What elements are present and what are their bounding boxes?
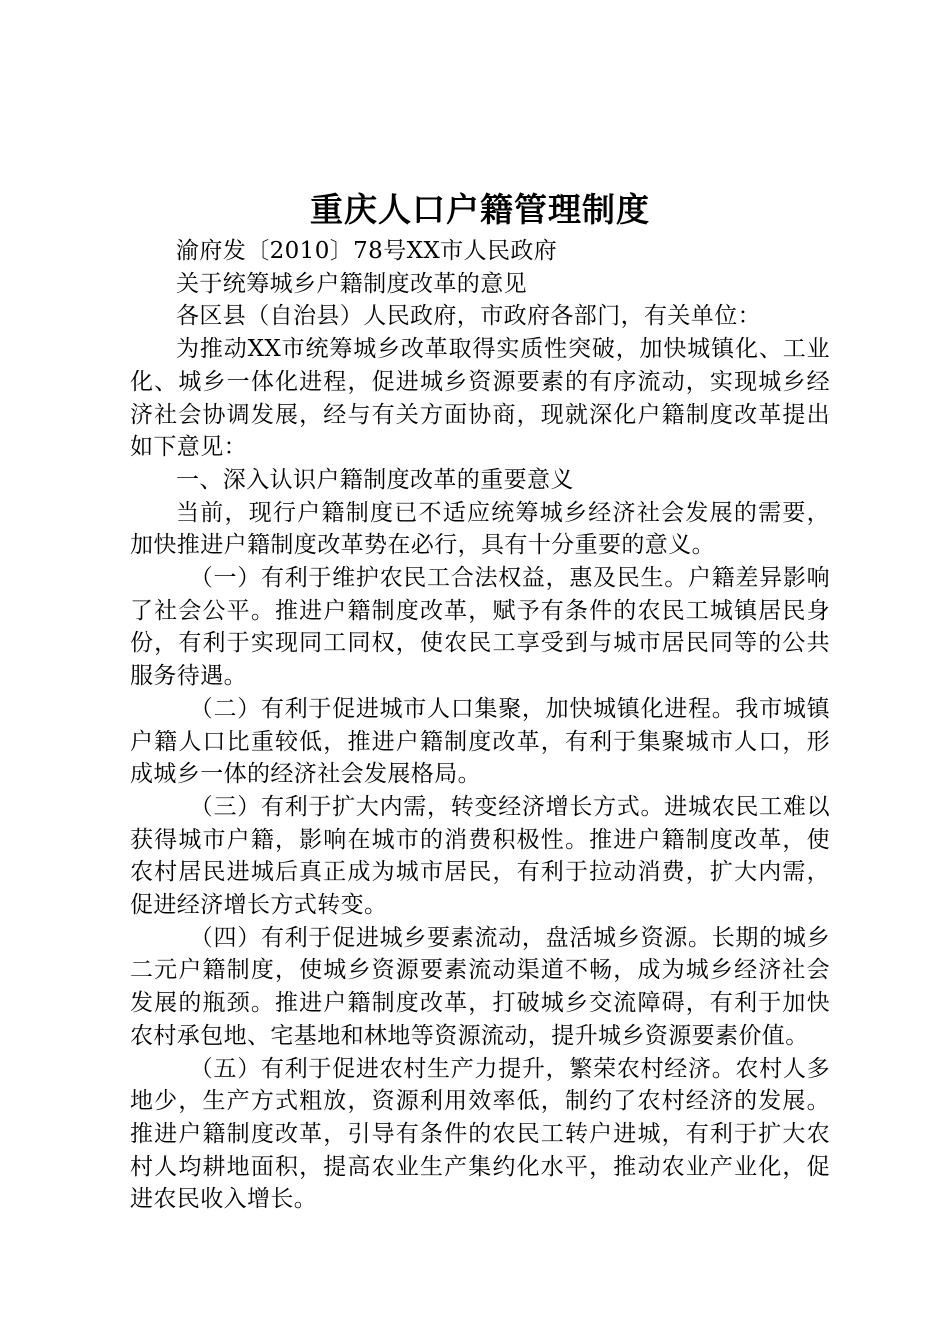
document-number: 渝府发〔2010〕78号XX市人民政府 xyxy=(176,238,558,264)
list-item: （五）有利于促进农村生产力提升，繁荣农村经济。农村人多地少，生产方式粗放，资源利用效率低，制约了农村经济的发展。推进户籍制度改革，引导有条件的农民工转户进城，有利于扩大农村人均耕地面积，提高农业生产集约化水平，推动农业产业化，促进农民收入增长。 xyxy=(130,1055,830,1213)
document-page xyxy=(130,185,830,1216)
body-paragraph: 为推动XX市统筹城乡改革取得实质性突破，加快城镇化、工业化、城乡一体化进程，促进城乡资源要素的有序流动，实现城乡经济社会协调发展，经与有关方面协商，现就深化户籍制度改革提出如下意见： xyxy=(130,336,830,461)
list-item: （四）有利于促进城乡要素流动，盘活城乡资源。长期的城乡二元户籍制度，使城乡资源要素流动渠道不畅，成为城乡经济社会发展的瓶颈。推进户籍制度改革，打破城乡交流障碍，有利于加快农村承包地、宅基地和林地等资源流动，提升城乡资源要素价值。 xyxy=(130,924,830,1049)
document-title: 重庆人口户籍管理制度 xyxy=(310,190,650,229)
body-paragraph: 当前，现行户籍制度已不适应统筹城乡经济社会发展的需要，加快推进户籍制度改革势在必行，具有十分重要的意义。 xyxy=(130,499,830,559)
list-item: （二）有利于促进城市人口集聚，加快城镇化进程。我市城镇户籍人口比重较低，推进户籍制度改革，有利于集聚城市人口，形成城乡一体的经济社会发展格局。 xyxy=(130,695,830,788)
list-item: （三）有利于扩大内需，转变经济增长方式。进城农民工难以获得城市户籍，影响在城市的消费积极性。推进户籍制度改革，使农村居民进城后真正成为城市居民，有利于拉动消费，扩大内需，促进经济增长方式转变。 xyxy=(130,793,830,919)
salutation: 各区县（自治县）人民政府，市政府各部门，有关单位： xyxy=(176,303,761,330)
section-heading: 一、深入认识户籍制度改革的重要意义 xyxy=(176,466,574,493)
document-body xyxy=(130,235,830,1216)
document-subject: 关于统筹城乡户籍制度改革的意见 xyxy=(176,270,527,297)
list-item: （一）有利于维护农民工合法权益，惠及民生。户籍差异影响了社会公平。推进户籍制度改革，赋予有条件的农民工城镇居民身份，有利于实现同工同权，使农民工享受到与城市居民同等的公共服务待遇。 xyxy=(130,565,830,690)
